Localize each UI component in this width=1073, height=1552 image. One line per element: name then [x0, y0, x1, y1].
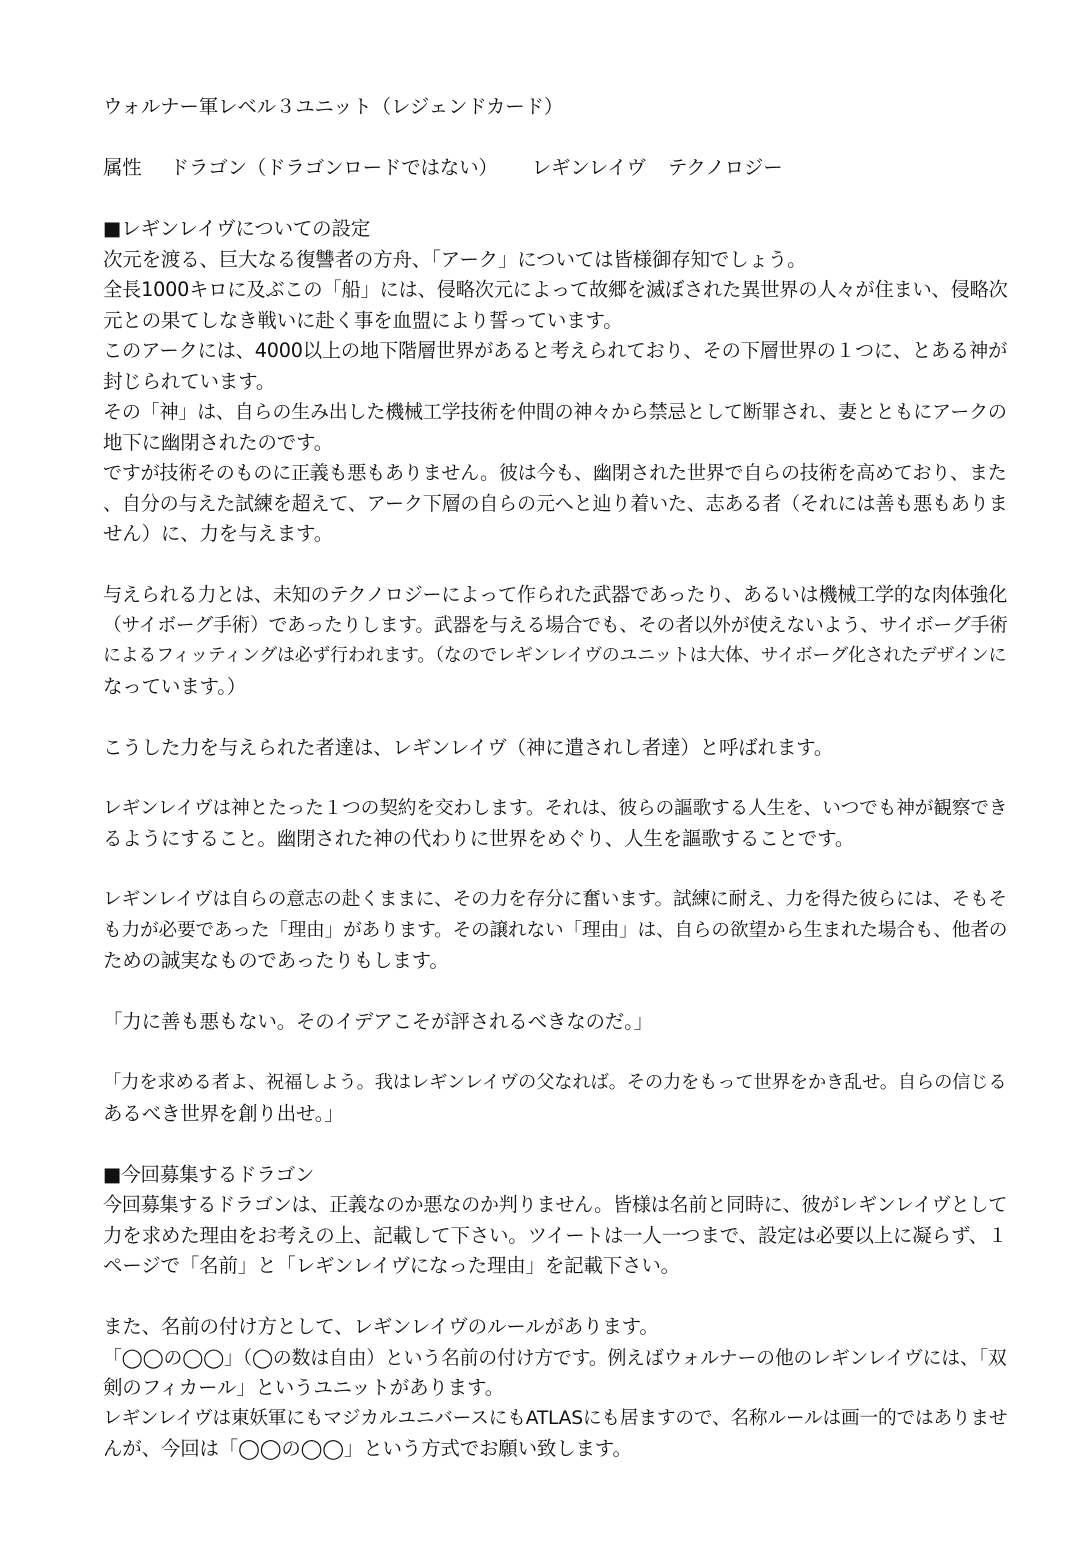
spacer [103, 184, 1008, 215]
text-line: 剣のフィカール」というユニットがあります。 [103, 1376, 505, 1399]
text-line: ための誠実なものであったりもします。 [103, 949, 449, 972]
document-page [103, 92, 1008, 1465]
spacer [103, 123, 1008, 154]
spacer [103, 550, 1008, 581]
text-line: 与えられる力とは、未知のテクノロジーによって作られた武器であったり、あるいは機械工学的な肉体強化 [103, 584, 1008, 606]
text-line: 、自分の与えた試練を超えて、アーク下層の自らの元へと辿り着いた、志ある者（それには善も悪もありま [103, 492, 1008, 515]
section-heading-legion: ■レギンレイヴについての設定 [103, 217, 371, 240]
quote-line: 「力に善も悪もない。そのイデアこそが評されるべきなのだ。」 [103, 1010, 653, 1033]
text-line: レギンレイヴは東妖軍にもマジカルユニバースにもATLASにも居ますので、名称ルールは画一的ではありませ [103, 1407, 1008, 1429]
text-line: 全長1000キロに及ぶこの「船」には、侵略次元によって故郷を滅ぼされた異世界の人々が住まい、侵略次 [103, 278, 1008, 301]
document-title: ウォルナー軍レベル３ユニット（レジェンドカード） [103, 95, 564, 118]
text-line: レギンレイヴは自らの意志の赴くままに、その力を存分に奮います。試練に耐え、力を得た彼らには、そもそ [103, 889, 1007, 910]
attribute-dragon: ドラゴン（ドラゴンロードではない） [169, 156, 498, 179]
text-line: 封じられています。 [103, 369, 276, 393]
text-line: 元との果てしなき戦いに赴く事を血盟により誓っています。 [103, 308, 623, 332]
text-line: また、名前の付け方として、レギンレイヴのルールがあります。 [103, 1315, 659, 1338]
quote-line: 「力を求める者よ、祝福しよう。我はレギンレイヴの父なれば。その力をもって世界をかき乱せ。自らの信じる [103, 1072, 1007, 1093]
section-heading-recruit: ■今回募集するドラゴン [103, 1162, 315, 1186]
text-line: るようにすること。幽閉された神の代わりに世界をめぐり、人生を謳歌することです。 [103, 827, 855, 850]
text-line: 次元を渡る、巨大なる復讐者の方舟、「アーク」については皆様御存知でしょう。 [103, 247, 807, 271]
text-line: も力が必要であった「理由」があります。その譲れない「理由」は、自らの欲望から生まれた場合も、他者の [103, 919, 1008, 941]
quote-line: あるべき世界を創り出せ。」 [103, 1101, 344, 1125]
text-line: によるフィッティングは必ず行われます。（なのでレギンレイヴのユニットは大体、サイボーグ化されたデザインに [103, 645, 1007, 666]
spacer [103, 1282, 1008, 1313]
attribute-label: 属性 [103, 156, 142, 179]
attribute-tech: テクノロジー [667, 156, 783, 179]
spacer [103, 702, 1008, 733]
text-line: んが、今回は「◯◯の◯◯」という方式でお願い致します。 [103, 1437, 632, 1460]
text-line: せん）に、力を与えます。 [103, 522, 334, 545]
spacer [103, 855, 1008, 886]
text-line: 今回募集するドラゴンは、正義なのか悪なのか判りません。皆様は名前と同時に、彼がレギンレイヴとして [103, 1194, 1008, 1216]
text-line: 「◯◯の◯◯」（◯の数は自由）という名前の付け方です。例えばウォルナーの他のレギンレイヴには、「双 [103, 1346, 1007, 1369]
text-line: このアークには、4000以上の地下階層世界があると考えられており、その下層世界の１つに、とある神が [103, 339, 1008, 362]
spacer [103, 1038, 1008, 1069]
attribute-legion: レギンレイヴ [531, 156, 646, 179]
spacer [103, 763, 1008, 794]
text-line: 地下に幽閉されたのです。 [103, 430, 334, 454]
text-line: こうした力を与えられた者達は、レギンレイヴ（神に遣されし者達）と呼ばれます。 [103, 735, 834, 759]
text-line: 力を求めた理由をお考えの上、記載して下さい。ツイートは一人一つまで、設定は必要以上に凝らず、１ [103, 1223, 1008, 1247]
spacer [103, 1129, 1008, 1160]
text-line: ですが技術そのものに正義も悪もありません。彼は今も、幽閉された世界で自らの技術を高めており、また [103, 462, 1007, 484]
text-line: レギンレイヴは神とたった１つの契約を交わします。それは、彼らの謳歌する人生を、いつでも神が観察でき [103, 797, 1008, 819]
attribute-row [103, 153, 1008, 184]
text-line: （サイボーグ手術）であったりします。武器を与える場合でも、その者以外が使えないよう、サイボーグ手術 [103, 614, 1008, 636]
text-line: ページで「名前」と「レギンレイヴになった理由」を記載下さい。 [103, 1254, 680, 1277]
spacer [103, 977, 1008, 1008]
text-line: その「神」は、自らの生み出した機械工学技術を仲間の神々から禁忌として断罪され、妻とともにアークの [103, 401, 1007, 423]
text-line: なっています。） [103, 674, 247, 698]
